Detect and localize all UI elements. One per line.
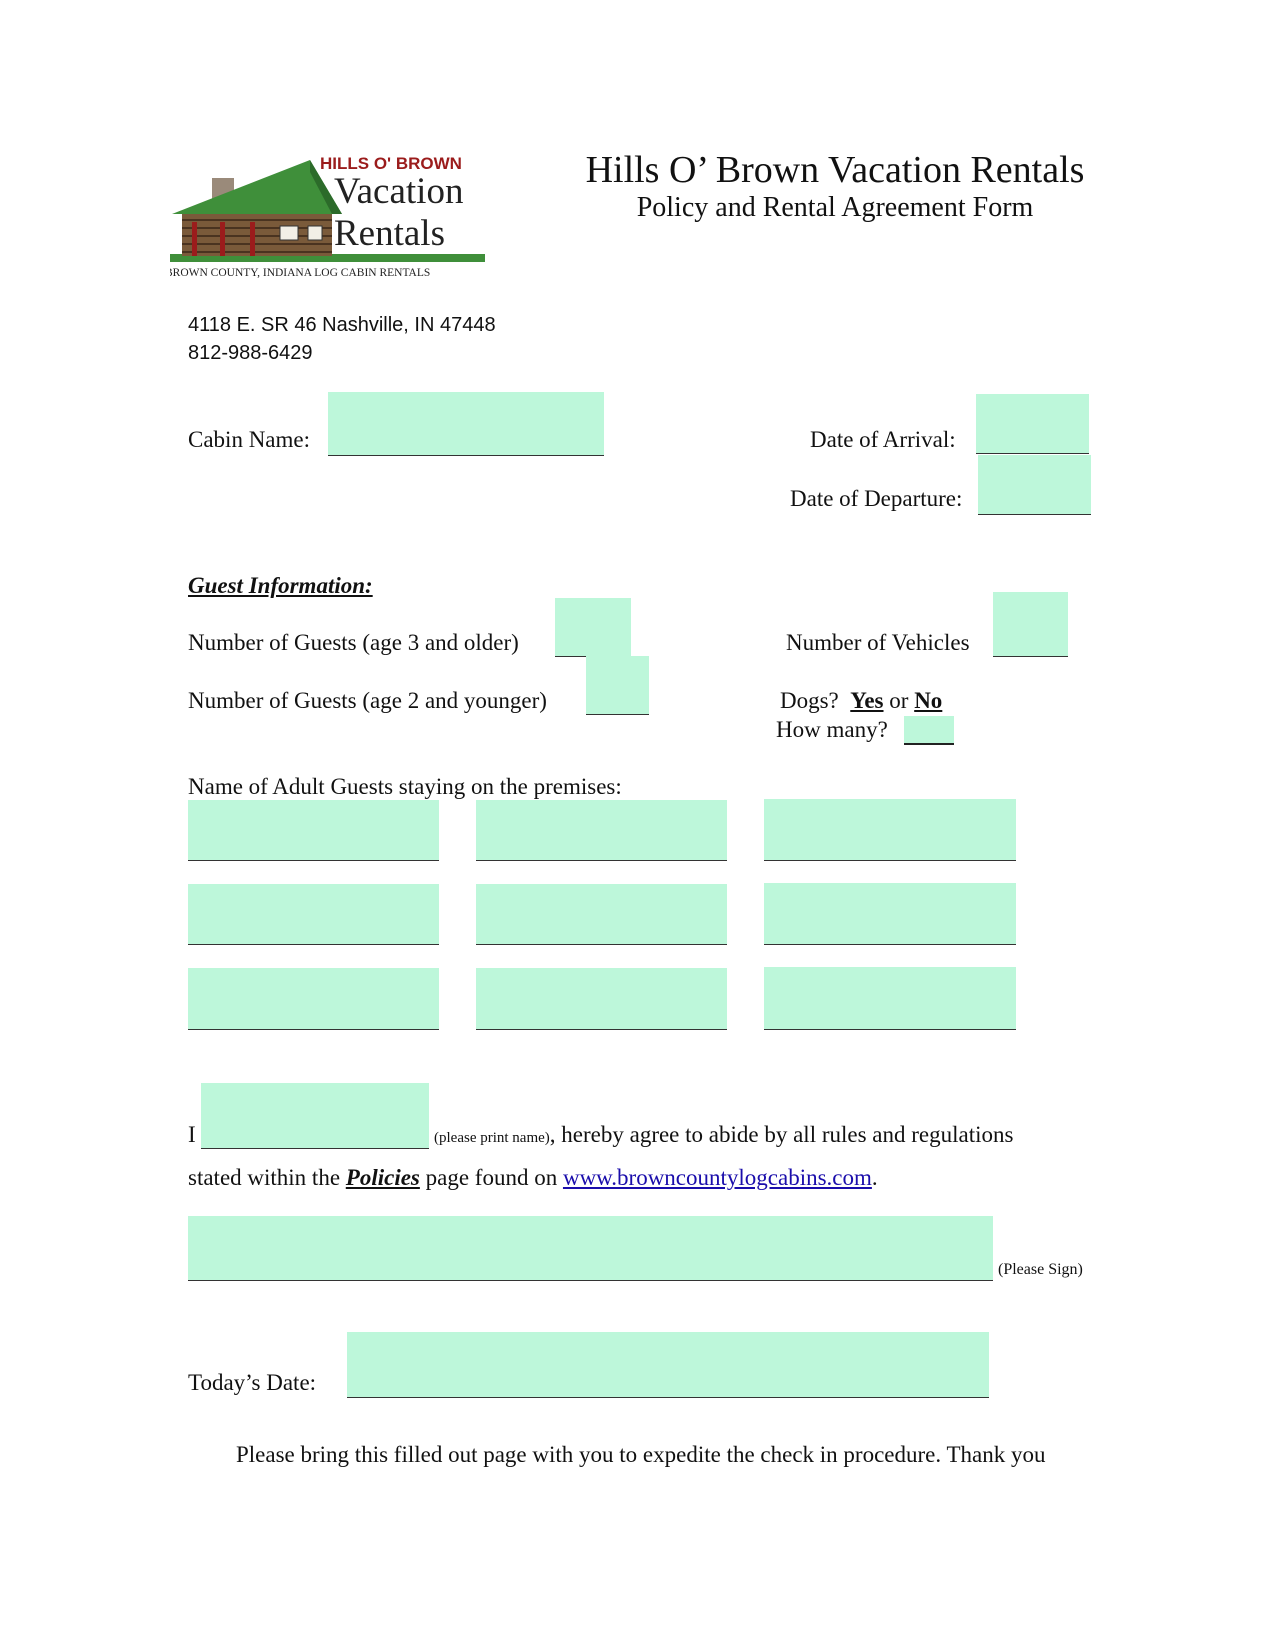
arrival-date-field[interactable]: [976, 394, 1089, 454]
adult-guest-name-field[interactable]: [476, 800, 727, 861]
adult-guest-name-field[interactable]: [476, 968, 727, 1030]
agreement-line-2: [188, 1165, 878, 1191]
arrival-date-label: Date of Arrival:: [810, 427, 956, 452]
policies-word: Policies: [345, 1165, 420, 1190]
agreement-text-1: , hereby agree to abide by all rules and regulations: [549, 1122, 1014, 1147]
cabin-name-field[interactable]: [328, 392, 604, 456]
document-title: Hills O’ Brown Vacation Rentals: [585, 149, 1085, 191]
print-name-field[interactable]: [201, 1083, 429, 1149]
footer-note: Please bring this filled out page with you to expedite the check in procedure. Thank you: [236, 1442, 1046, 1467]
todays-date-label: Today’s Date:: [188, 1370, 317, 1395]
adult-guests-label: Name of Adult Guests staying on the premises:: [188, 774, 622, 799]
company-logo: [170, 150, 510, 290]
todays-date-field[interactable]: [347, 1332, 989, 1398]
please-sign-hint: (Please Sign): [998, 1261, 1083, 1278]
signature-field[interactable]: [188, 1216, 993, 1281]
agreement-period: .: [871, 1165, 878, 1190]
adult-guest-name-field[interactable]: [764, 883, 1016, 945]
log-cabin-icon: [170, 150, 510, 290]
document-subtitle: Policy and Rental Agreement Form: [636, 192, 1034, 223]
vehicles-label: Number of Vehicles: [786, 630, 970, 655]
dogs-label: Dogs?: [780, 688, 839, 713]
phone-number: 812-988-6429: [188, 342, 313, 364]
departure-date-field[interactable]: [978, 455, 1091, 515]
dogs-no-option[interactable]: No: [914, 688, 943, 713]
how-many-dogs-label: How many?: [776, 717, 888, 742]
adult-guest-name-field[interactable]: [476, 884, 727, 945]
adult-guest-name-field[interactable]: [188, 800, 439, 861]
guests-younger-label: Number of Guests (age 2 and younger): [188, 688, 547, 713]
logo-word-vacation: Vacation: [334, 171, 464, 212]
guest-info-heading: Guest Information:: [188, 573, 373, 598]
adult-guest-name-field[interactable]: [764, 799, 1016, 861]
logo-top-text: HILLS O' BROWN: [320, 154, 462, 173]
guests-older-field[interactable]: [555, 598, 631, 657]
logo-word-rentals: Rentals: [334, 213, 445, 254]
how-many-dogs-field[interactable]: [904, 716, 954, 745]
agreement-line-1: [434, 1122, 1013, 1148]
adult-guest-name-field[interactable]: [188, 968, 439, 1030]
departure-date-label: Date of Departure:: [790, 486, 963, 511]
logo-tagline: BROWN COUNTY, INDIANA LOG CABIN RENTALS: [170, 267, 431, 279]
vehicles-field[interactable]: [993, 592, 1068, 657]
adult-guest-name-field[interactable]: [764, 967, 1016, 1030]
agreement-i: I: [188, 1122, 196, 1147]
guests-younger-field[interactable]: [586, 656, 649, 715]
cabin-name-label: Cabin Name:: [188, 427, 310, 452]
agreement-text-2-pre: stated within the: [188, 1165, 341, 1190]
agreement-text-2-mid: page found on: [425, 1165, 558, 1190]
address-line: 4118 E. SR 46 Nashville, IN 47448: [188, 314, 496, 336]
adult-guest-name-field[interactable]: [188, 884, 439, 945]
dogs-question: [780, 688, 942, 714]
dogs-or-text: or: [889, 688, 909, 713]
dogs-yes-option[interactable]: Yes: [850, 688, 884, 713]
guests-older-label: Number of Guests (age 3 and older): [188, 630, 519, 655]
website-link[interactable]: www.browncountylogcabins.com: [562, 1165, 872, 1190]
print-name-hint: (please print name): [434, 1130, 550, 1146]
